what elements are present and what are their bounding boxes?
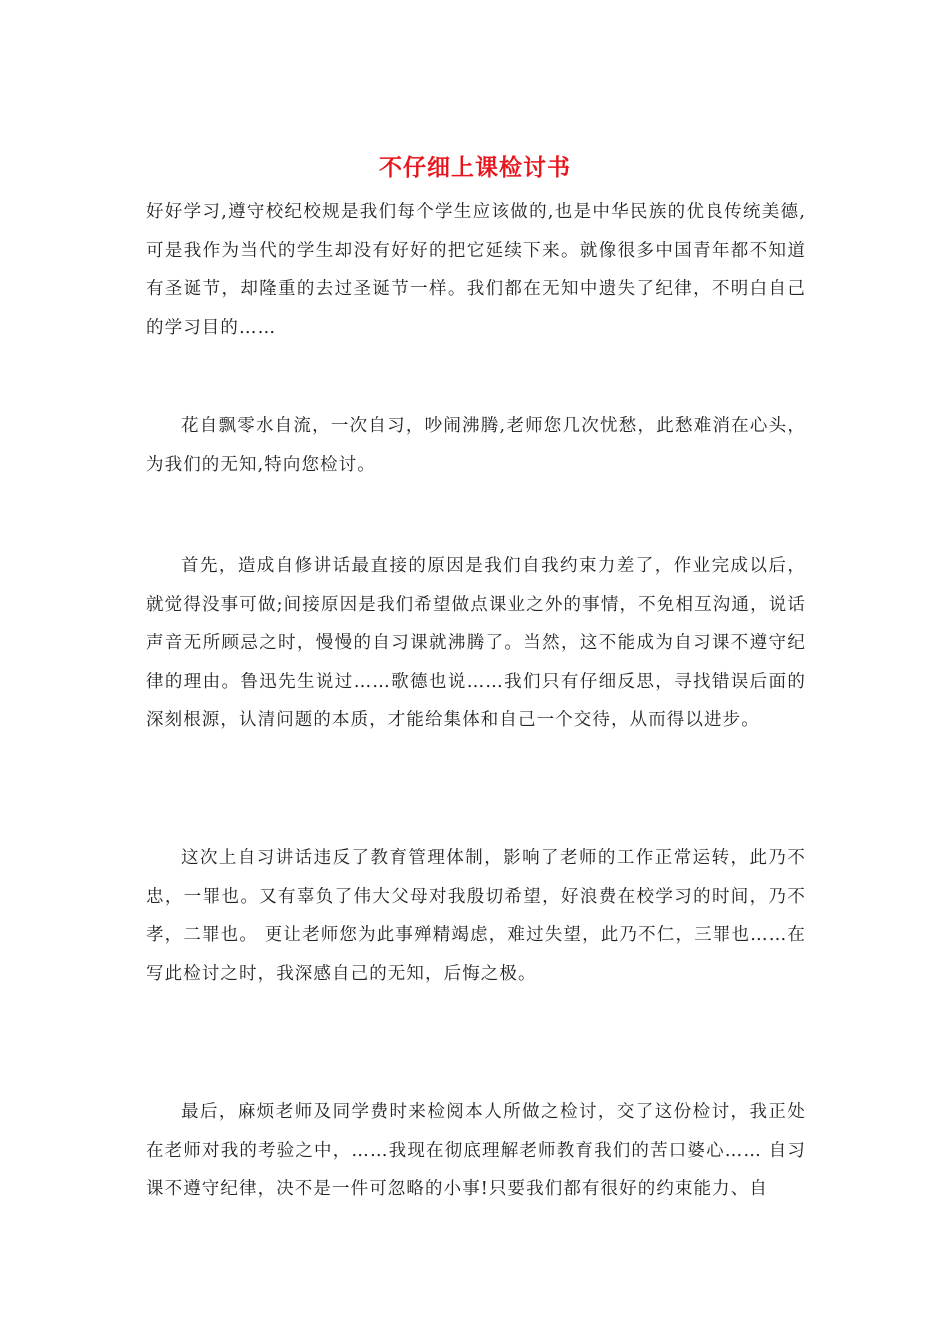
document-title: 不仔细上课检讨书 xyxy=(379,154,571,181)
paragraph-self-study: 花自飘零水自流，一次自习，吵闹沸腾,老师您几次忧愁，此愁难消在心头，为我们的无知,特向您检讨。 xyxy=(146,416,806,475)
paragraph-reasons: 首先，造成自修讲话最直接的原因是我们自我约束力差了，作业完成以后，就觉得没事可做;间接原因是我们希望做点课业之外的事情，不免相互沟通，说话声音无所顾忌之时，慢慢的自习课就沸腾了。当然，这不能成为自习课不遵守纪律的理由。鲁迅先生说过……歌德也说……我们只有仔细反思，寻找错误后面的深刻根源，认清问题的本质，才能给集体和自己一个交待，从而得以进步。 xyxy=(146,556,806,730)
paragraph-intro: 好好学习,遵守校纪校规是我们每个学生应该做的,也是中华民族的优良传统美德,可是我作为当代的学生却没有好好的把它延续下来。就像很多中国青年都不知道有圣诞节，却隆重的去过圣诞节一样。我们都在无知中遗失了纪律，不明白自己的学习目的…… xyxy=(146,202,806,338)
paragraph-three-faults: 这次上自习讲话违反了教育管理体制，影响了老师的工作正常运转，此乃不忠，一罪也。又有辜负了伟大父母对我殷切希望，好浪费在校学习的时间，乃不孝，二罪也。 更让老师您为此事殚精竭虑，难过失望，此乃不仁，三罪也……在写此检讨之时，我深感自己的无知，后悔之极。 xyxy=(146,848,806,984)
paragraph-conclusion: 最后，麻烦老师及同学费时来检阅本人所做之检讨，交了这份检讨，我正处在老师对我的考验之中，……我现在彻底理解老师教育我们的苦口婆心…… 自习课不遵守纪律，决不是一件可忽略的小事!只要我们都有很好的约束能力、自 xyxy=(146,1102,806,1199)
